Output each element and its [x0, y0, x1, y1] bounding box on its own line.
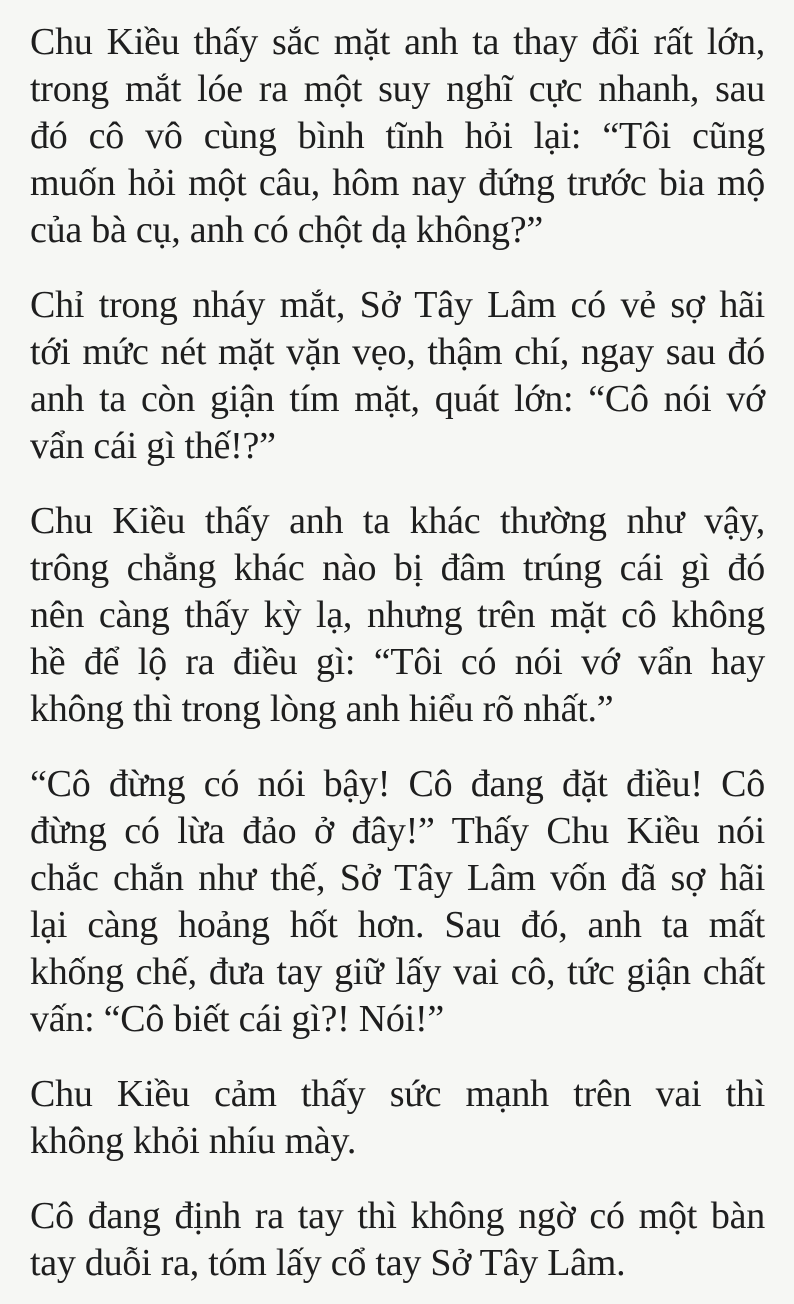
text-line: đó cô vô cùng bình tĩnh hỏi lại: “Tôi cũng — [30, 115, 765, 157]
paragraph — [30, 761, 765, 1043]
text-line: “Cô đừng có nói bậy! Cô đang đặt điều! Cô — [30, 763, 765, 805]
text-line: nên càng thấy kỳ lạ, nhưng trên mặt cô không — [30, 594, 765, 636]
text-line: Chỉ trong nháy mắt, Sở Tây Lâm có vẻ sợ hãi — [30, 284, 765, 326]
text-line: của bà cụ, anh có chột dạ không?” — [30, 209, 543, 251]
text-line: Chu Kiều thấy sắc mặt anh ta thay đổi rất lớn, — [30, 21, 765, 63]
text-line: trông chẳng khác nào bị đâm trúng cái gì đó — [30, 547, 765, 589]
chapter-text — [30, 19, 765, 1287]
text-line: đừng có lừa đảo ở đây!” Thấy Chu Kiều nói — [30, 810, 765, 852]
text-line: chắc chắn như thế, Sở Tây Lâm vốn đã sợ hãi — [30, 857, 765, 899]
text-line: anh ta còn giận tím mặt, quát lớn: “Cô nói vớ — [30, 378, 765, 420]
paragraph — [30, 1071, 765, 1165]
text-line: Chu Kiều thấy anh ta khác thường như vậy, — [30, 500, 765, 542]
text-line: hề để lộ ra điều gì: “Tôi có nói vớ vẩn hay — [30, 641, 765, 683]
text-line: lại càng hoảng hốt hơn. Sau đó, anh ta mất — [30, 904, 765, 946]
text-line: trong mắt lóe ra một suy nghĩ cực nhanh, sau — [30, 68, 765, 110]
text-line: Cô đang định ra tay thì không ngờ có một bàn — [30, 1195, 765, 1237]
text-line: không thì trong lòng anh hiểu rõ nhất.” — [30, 688, 614, 730]
paragraph — [30, 282, 765, 470]
paragraph — [30, 1193, 765, 1287]
text-line: khống chế, đưa tay giữ lấy vai cô, tức giận chất — [30, 951, 765, 993]
text-line: Chu Kiều cảm thấy sức mạnh trên vai thì — [30, 1073, 765, 1115]
paragraph — [30, 19, 765, 254]
text-line: vẩn cái gì thế!?” — [30, 425, 276, 467]
text-line: vấn: “Cô biết cái gì?! Nói!” — [30, 998, 445, 1040]
paragraph — [30, 498, 765, 733]
text-line: tới mức nét mặt vặn vẹo, thậm chí, ngay sau đó — [30, 331, 765, 373]
text-line: muốn hỏi một câu, hôm nay đứng trước bia mộ — [30, 162, 765, 204]
text-line: tay duỗi ra, tóm lấy cổ tay Sở Tây Lâm. — [30, 1242, 626, 1284]
text-line: không khỏi nhíu mày. — [30, 1120, 357, 1162]
